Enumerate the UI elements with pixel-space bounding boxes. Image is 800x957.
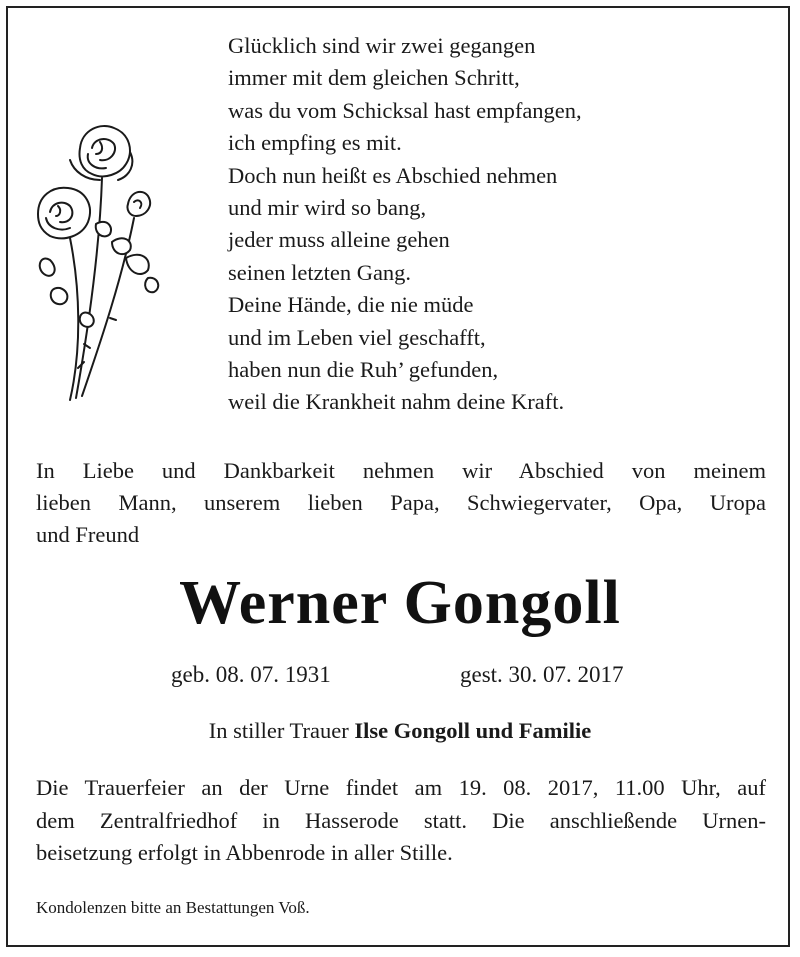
poem-line: Glücklich sind wir zwei gegangen: [228, 33, 536, 58]
mourning-prefix: In stiller Trauer: [208, 718, 355, 743]
ceremony-line: dem Zentralfriedhof in Hasserode statt. Die anschließende Urnen-: [36, 807, 766, 833]
poem-line: haben nun die Ruh’ gefunden,: [228, 357, 499, 383]
poem-line: ich empfing es mit.: [228, 130, 402, 156]
rose-bouquet-icon: [30, 118, 170, 418]
poem: [228, 30, 582, 419]
mourning-line: [0, 716, 800, 746]
poem-line: Doch nun heißt es Abschied nehmen: [228, 162, 558, 188]
death-date: gest. 30. 07. 2017: [460, 662, 624, 687]
poem-line: immer mit dem gleichen Schritt,: [228, 65, 520, 91]
condolence-note: Kondolenzen bitte an Bestattungen Voß.: [36, 898, 310, 917]
poem-line: und im Leben viel geschafft,: [228, 324, 486, 350]
ceremony-line: Die Trauerfeier an der Urne findet am 19. 08. 2017, 11.00 Uhr, auf: [36, 775, 766, 800]
poem-line: Deine Hände, die nie müde: [228, 292, 474, 318]
poem-line: jeder muss alleine gehen: [228, 227, 450, 253]
intro-line: In Liebe und Dankbarkeit nehmen wir Abschied von meinem: [36, 458, 766, 483]
poem-line: weil die Krankheit nahm deine Kraft.: [228, 389, 565, 415]
intro-line: und Freund: [36, 522, 140, 547]
poem-line: was du vom Schicksal hast empfangen,: [228, 97, 582, 123]
intro-text: [36, 455, 766, 551]
deceased-name: Werner Gongoll: [179, 569, 621, 637]
poem-line: und mir wird so bang,: [228, 195, 427, 221]
mourning-family: Ilse Gongoll und Familie: [354, 718, 592, 743]
poem-line: seinen letzten Gang.: [228, 259, 412, 285]
ceremony-text: [36, 772, 766, 870]
ceremony-line: beisetzung erfolgt in Abbenrode in aller Stille.: [36, 840, 453, 865]
intro-line: lieben Mann, unserem lieben Papa, Schwiegervater, Opa, Uropa: [36, 490, 766, 515]
birth-date: geb. 08. 07. 1931: [171, 662, 331, 687]
